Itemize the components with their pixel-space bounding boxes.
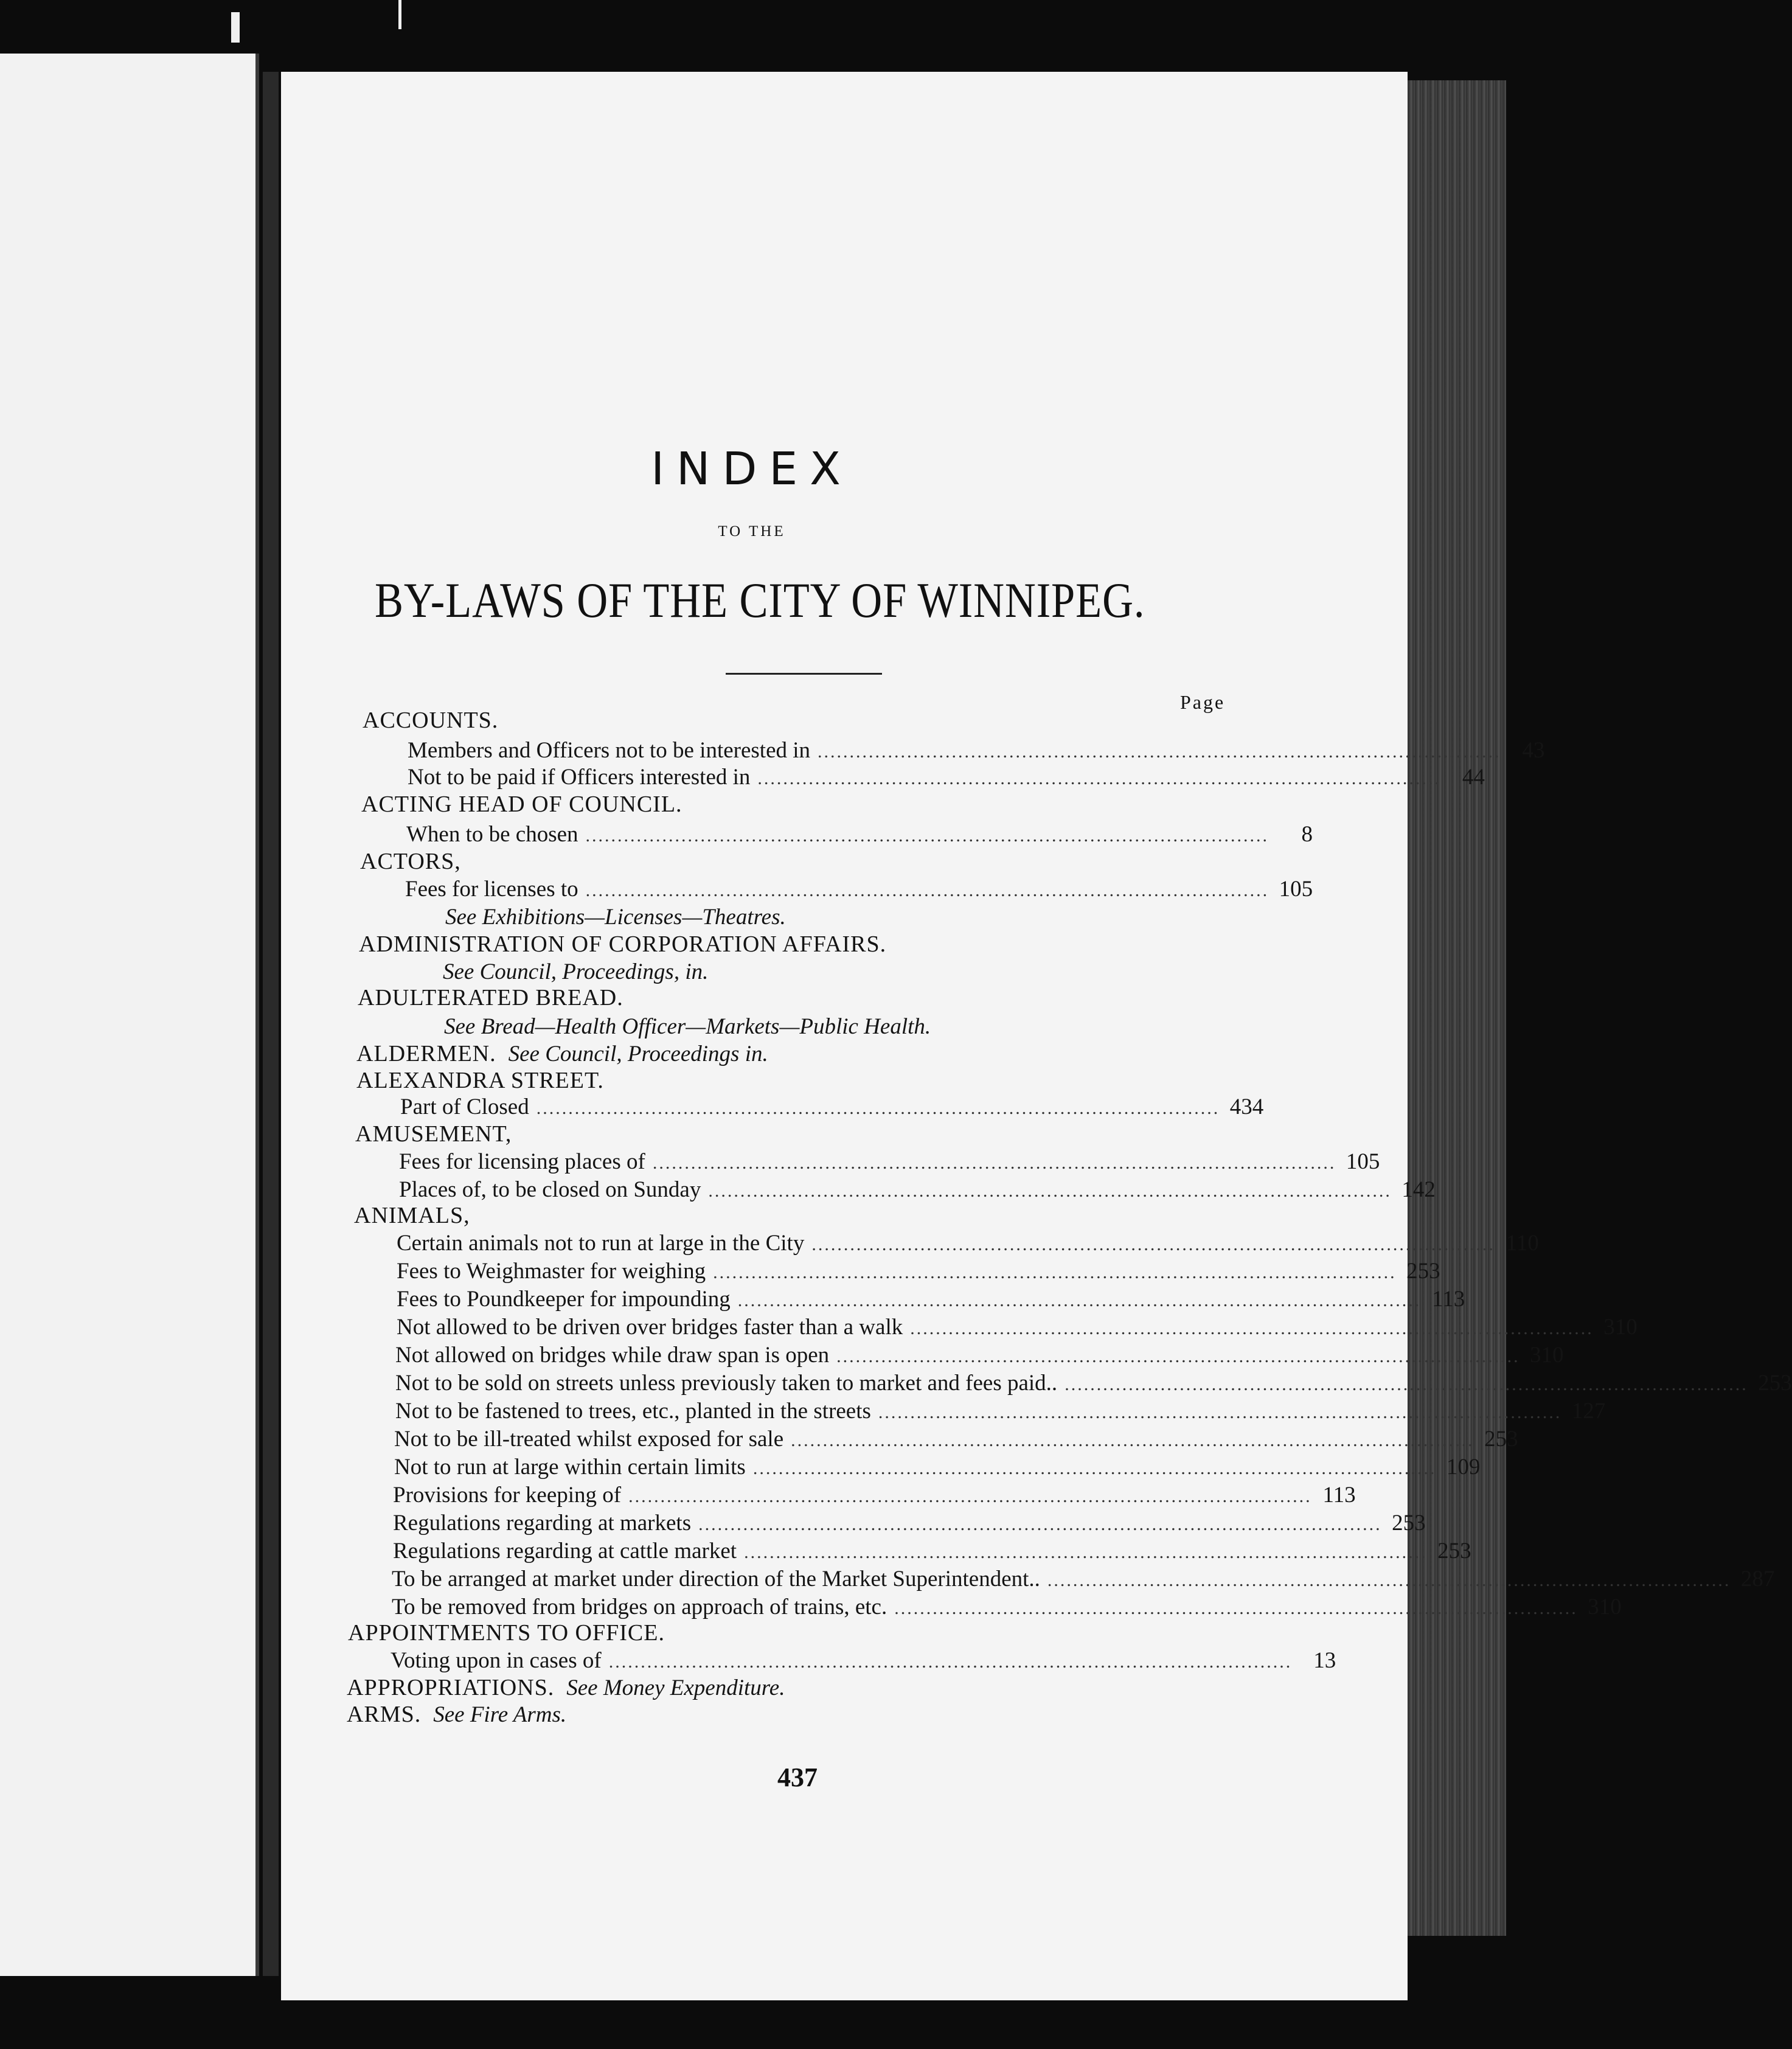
index-entry-text: Not to be ill-treated whilst exposed for sale	[394, 1427, 784, 1452]
index-entry	[391, 1647, 1336, 1674]
index-entry-text: Not allowed on bridges while draw span is open	[395, 1343, 830, 1368]
index-entry	[395, 1398, 1606, 1425]
cross-reference-text: See Council, Proceedings in.	[508, 1042, 768, 1066]
index-heading-text: APPROPRIATIONS.	[347, 1675, 555, 1700]
index-entry-text: Provisions for keeping of	[393, 1483, 622, 1508]
index-entry-text: Members and Officers not to be interested in	[408, 738, 811, 763]
index-entry	[397, 1230, 1539, 1257]
index-heading-text: ANIMALS,	[354, 1203, 470, 1228]
dot-leader: ...........................................................................................................	[894, 1598, 1578, 1618]
index-entry-page: 253	[1406, 1259, 1440, 1284]
index-entry-text: Fees to Weighmaster for weighing	[397, 1259, 706, 1284]
index-entry-text: Voting upon in cases of	[391, 1648, 602, 1673]
index-entry-page: 8	[1301, 822, 1313, 847]
dot-leader: ...........................................................................................................	[708, 1181, 1392, 1201]
dot-leader: ...........................................................................................................	[536, 1098, 1220, 1118]
page-number: 437	[777, 1762, 818, 1792]
dot-leader: ...........................................................................................................	[910, 1318, 1594, 1338]
dot-leader: ...........................................................................................................	[713, 1262, 1397, 1282]
index-entry-text: Not to be paid if Officers interested in	[408, 765, 751, 790]
index-entry	[406, 821, 1313, 848]
index-subtitle: BY-LAWS OF THE CITY OF WINNIPEG.	[374, 572, 1145, 628]
index-cross-reference	[443, 959, 1234, 986]
dot-leader: ...........................................................................................................	[1064, 1374, 1748, 1394]
index-entry	[400, 1094, 1264, 1121]
index-entry-page: 253	[1758, 1371, 1792, 1396]
index-heading	[348, 1619, 1220, 1646]
index-heading	[359, 931, 1231, 958]
dot-leader: ...........................................................................................................	[811, 1234, 1495, 1254]
index-heading	[361, 791, 1234, 818]
index-entry	[395, 1342, 1564, 1369]
index-heading-text: ADMINISTRATION OF CORPORATION AFFAIRS.	[359, 931, 887, 957]
index-entry-text: Places of, to be closed on Sunday	[399, 1177, 701, 1202]
index-entry	[393, 1510, 1426, 1537]
dot-leader: ...........................................................................................................	[1047, 1570, 1731, 1590]
dot-leader: ...........................................................................................................	[757, 768, 1441, 788]
dot-leader: ...........................................................................................................	[585, 826, 1269, 846]
index-cross-reference	[444, 1014, 1235, 1040]
index-entry	[405, 876, 1313, 903]
index-entry	[408, 764, 1485, 791]
dot-leader: ...........................................................................................................	[818, 742, 1501, 762]
index-title: INDEX	[651, 443, 853, 495]
cross-reference-text: See Exhibitions—Licenses—Theatres.	[445, 905, 786, 930]
index-entry	[397, 1314, 1637, 1341]
index-entry-page: 110	[1505, 1231, 1539, 1256]
index-entry-page: 44	[1462, 765, 1485, 790]
index-entry	[392, 1566, 1775, 1593]
index-heading-text: ACCOUNTS.	[363, 708, 499, 733]
index-entry	[393, 1482, 1356, 1509]
dot-leader: ...........................................................................................................	[878, 1402, 1562, 1422]
dot-leader: ...........................................................................................................	[628, 1486, 1312, 1506]
index-entry	[397, 1258, 1440, 1285]
dot-leader: ...........................................................................................................	[652, 1153, 1336, 1173]
index-entry	[394, 1426, 1518, 1453]
index-entry	[399, 1177, 1436, 1203]
dot-leader: ...........................................................................................................	[744, 1542, 1428, 1562]
index-entry	[408, 737, 1545, 764]
index-heading	[360, 848, 1232, 875]
index-entry-page: 310	[1588, 1595, 1622, 1619]
index-entry-page: 127	[1571, 1399, 1606, 1424]
index-heading-text: ARMS.	[347, 1702, 422, 1727]
index-entry-text: Not to be sold on streets unless previously taken to market and fees paid..	[395, 1371, 1058, 1396]
index-entry-page: 310	[1530, 1343, 1564, 1368]
index-heading-text: ADULTERATED BREAD.	[358, 985, 623, 1011]
dot-leader: ...........................................................................................................	[698, 1514, 1382, 1534]
index-entry-page: 142	[1401, 1177, 1436, 1202]
index-entry	[399, 1149, 1380, 1175]
index-entry-page: 253	[1437, 1539, 1471, 1564]
index-entry	[394, 1454, 1481, 1481]
dot-leader: ...........................................................................................................	[737, 1290, 1422, 1310]
cross-reference-text: See Fire Arms.	[433, 1702, 567, 1727]
index-heading-text: ACTORS,	[360, 849, 461, 874]
index-heading	[358, 984, 1230, 1011]
index-heading	[355, 1121, 1228, 1147]
index-entry-text: Certain animals not to run at large in the City	[397, 1231, 805, 1256]
index-entry	[392, 1594, 1622, 1621]
index-heading-text: ALEXANDRA STREET.	[356, 1068, 604, 1093]
index-heading	[356, 1040, 1229, 1067]
index-entry-text: Not to be fastened to trees, etc., planted in the streets	[395, 1399, 871, 1424]
index-to-the: TO THE	[718, 523, 786, 540]
index-entry-text: To be arranged at market under direction of the Market Superintendent..	[392, 1567, 1040, 1592]
index-heading	[354, 1202, 1226, 1229]
index-entry-text: Fees for licenses to	[405, 877, 578, 902]
index-entry-page: 109	[1446, 1455, 1481, 1480]
cross-reference-text: See Council, Proceedings, in.	[443, 959, 709, 984]
dot-leader: ...........................................................................................................	[752, 1458, 1437, 1478]
dot-leader: ...........................................................................................................	[836, 1346, 1520, 1366]
index-heading	[363, 707, 1235, 734]
index-heading-text: APPOINTMENTS TO OFFICE.	[348, 1620, 665, 1646]
index-entry-text: Regulations regarding at cattle market	[393, 1539, 737, 1564]
index-heading-text: ACTING HEAD OF COUNCIL.	[361, 791, 682, 817]
index-cross-reference	[445, 904, 1236, 931]
index-entry-text: Not to run at large within certain limits	[394, 1455, 746, 1480]
index-entry-page: 253	[1392, 1511, 1426, 1536]
cross-reference-text: See Money Expenditure.	[566, 1675, 785, 1700]
index-entry-page: 310	[1603, 1315, 1637, 1340]
index-entry	[397, 1286, 1465, 1313]
index-entry-text: Not allowed to be driven over bridges faster than a walk	[397, 1315, 903, 1340]
index-heading	[347, 1701, 1219, 1728]
index-heading-text: AMUSEMENT,	[355, 1121, 512, 1147]
cross-reference-text: See Bread—Health Officer—Markets—Public Health.	[444, 1014, 931, 1039]
index-entry-page: 253	[1484, 1427, 1518, 1452]
index-entry-page: 43	[1522, 738, 1545, 763]
index-entry	[395, 1370, 1792, 1397]
index-entry-page: 113	[1432, 1287, 1465, 1312]
page-column-header: Page	[1180, 691, 1226, 713]
index-entry-text: When to be chosen	[406, 822, 578, 847]
index-heading	[356, 1067, 1229, 1094]
index-entry-text: To be removed from bridges on approach of trains, etc.	[392, 1595, 887, 1619]
dot-leader: ...........................................................................................................	[585, 880, 1269, 900]
dot-leader: ...........................................................................................................	[608, 1652, 1293, 1672]
index-entry-text: Fees for licensing places of	[399, 1149, 645, 1174]
index-entry-text: Regulations regarding at markets	[393, 1511, 692, 1536]
index-entry-page: 13	[1313, 1648, 1336, 1673]
index-entry-page: 434	[1229, 1094, 1264, 1119]
index-entry-page: 287	[1740, 1567, 1775, 1592]
index-entry-text: Fees to Poundkeeper for impounding	[397, 1287, 731, 1312]
index-entry-page: 105	[1279, 877, 1313, 902]
index-entry	[393, 1538, 1471, 1565]
index-entry-page: 105	[1346, 1149, 1380, 1174]
index-entry-page: 113	[1322, 1483, 1356, 1508]
index-heading	[347, 1674, 1219, 1701]
index-entry-text: Part of Closed	[400, 1094, 529, 1119]
index-heading-text: ALDERMEN.	[356, 1041, 496, 1066]
dot-leader: ...........................................................................................................	[791, 1430, 1474, 1450]
